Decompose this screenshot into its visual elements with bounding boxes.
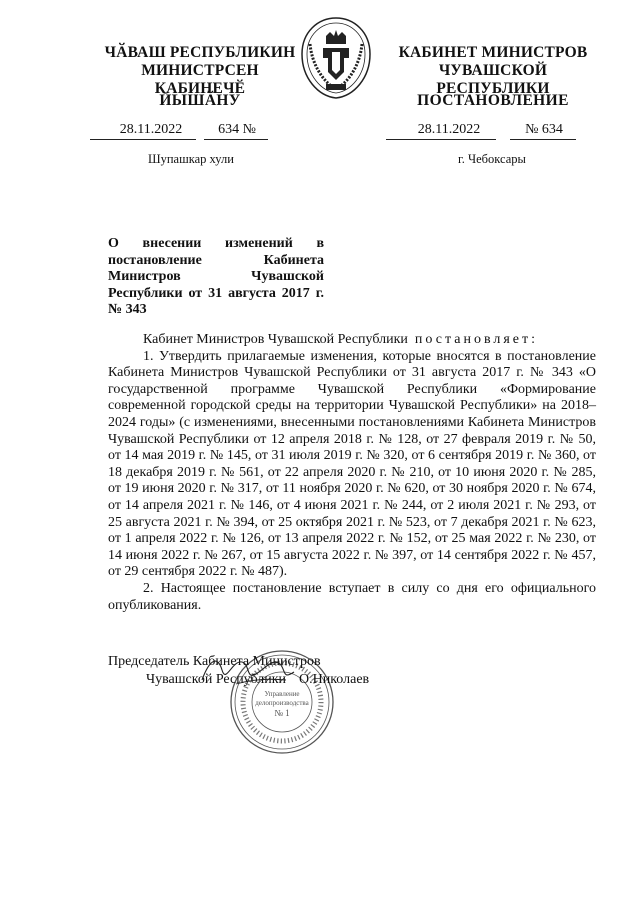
- signatory-name: О.Николаев: [299, 672, 370, 687]
- body-item-1: 1. Утвердить прилагаемые изменения, которые вносятся в постановление Кабинета Министров Чувашской Республики от 31 августа 2017 г. № 343 «О государственной программе Чувашской Республики «Формирование современной городской среды на территории Чувашской Республики» на 2018–2024 годы» (с изменениями, внесенными постановлениями Кабинета Министров Чувашской Республики от 12 апреля 2018 г. № 128, от 27 февраля 2019 г. № 50, от 14 мая 2019 г. № 145, от 31 июля 2019 г. № 320, от 6 сентября 2019 г. № 360, от 18 декабря 2019 г. № 561, от 22 апреля 2020 г. № 210, от 10 июня 2020 г. № 285, от 19 июня 2020 г. № 317, от 11 ноября 2020 г. № 620, от 30 ноября 2020 г. № 674, от 14 апреля 2021 г. № 146, от 4 июня 2021 г. № 244, от 2 июля 2021 г. № 293, от 25 августа 2021 г. № 394, от 25 октября 2021 г. № 523, от 7 декабря 2021 г. № 623, от 1 апреля 2022 г. № 126, от 13 апреля 2022 г. № 152, от 25 мая 2022 г. № 230, от 14 июня 2022 г. № 267, от 15 августа 2022 г. № 397, от 14 сентября 2022 г. № 457, от 29 сентября 2022 г. № 487).: [108, 348, 596, 580]
- stamp-center-line1: Управление: [264, 690, 300, 698]
- preamble: [108, 332, 596, 349]
- signature-title-line1: Председатель Кабинета Министров: [108, 654, 321, 669]
- right-number-field: № 634: [525, 122, 563, 137]
- stamp-center-line3: № 1: [274, 708, 290, 718]
- left-number-underline: [204, 139, 268, 140]
- body-item-2: 2. Настоящее постановление вступает в силу со дня его официального опубликования.: [108, 580, 596, 613]
- header-right-title: [383, 44, 603, 98]
- emblem-icon: [296, 14, 376, 102]
- signature-title-line2: Чувашской Республики: [146, 672, 287, 687]
- right-date-underline: [386, 139, 496, 140]
- document-body: [108, 332, 596, 614]
- right-date-field: 28.11.2022: [417, 122, 481, 137]
- right-number-underline: [510, 139, 576, 140]
- header-right-doc-type: ПОСТАНОВЛЕНИЕ: [417, 92, 569, 109]
- stamp-center-line2: делопроизводства: [255, 699, 309, 707]
- place-left: Шупашкар хули: [148, 152, 234, 166]
- header-right-line1: КАБИНЕТ МИНИСТРОВ: [398, 44, 588, 61]
- preamble-lead: Кабинет Министров Чувашской Республики: [143, 332, 408, 347]
- header-left-doc-type: ЙЫШӐНУ: [159, 92, 241, 109]
- header-right-line2: ЧУВАШСКОЙ РЕСПУБЛИКИ: [436, 62, 550, 97]
- document-subject: О внесении изменений в постановление Кабинета Министров Чувашской Республики от 31 августа 2017 г. № 343: [108, 236, 324, 317]
- left-date-field: 28.11.2022: [119, 122, 183, 137]
- header-left-line1: ЧӐВАШ РЕСПУБЛИКИН: [104, 44, 296, 61]
- header-left-title: [95, 44, 305, 98]
- left-date-underline: [90, 139, 196, 140]
- place-right: г. Чебоксары: [458, 152, 526, 166]
- left-number-field: 634 №: [218, 122, 256, 137]
- preamble-verb: постановляет:: [414, 332, 539, 347]
- handwritten-signature-icon: [196, 650, 306, 690]
- header-left-line2: МИНИСТРСЕН КАБИНЕЧӖ: [141, 62, 259, 97]
